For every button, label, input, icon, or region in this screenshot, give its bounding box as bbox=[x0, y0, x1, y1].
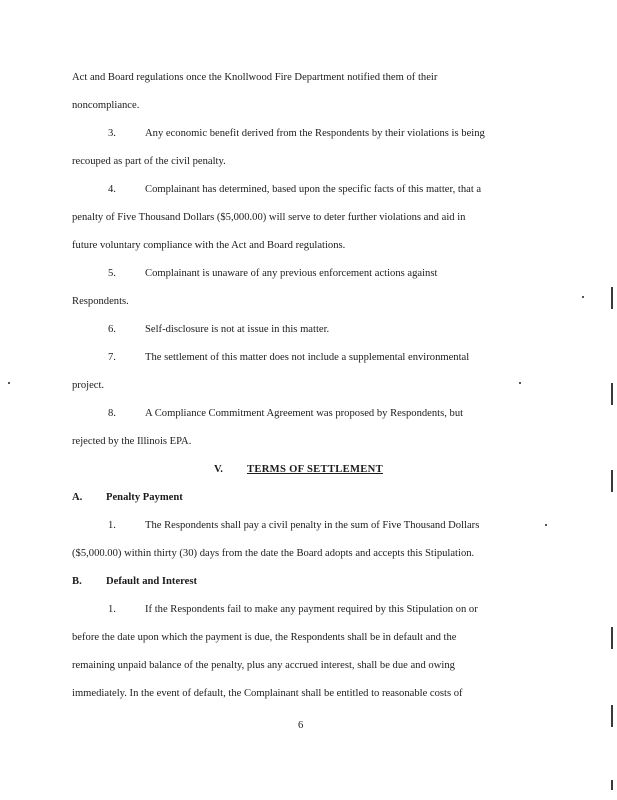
item-text: If the Respondents fail to make any payment required by this Stipulation on or bbox=[145, 604, 478, 615]
item-text: before the date upon which the payment is due, the Respondents shall be in default and the bbox=[72, 632, 457, 643]
item-text: A Compliance Commitment Agreement was proposed by Respondents, but bbox=[145, 408, 464, 419]
item-text: immediately. In the event of default, the Complainant shall be entitled to reasonable costs of bbox=[72, 688, 463, 699]
margin-revision-bar bbox=[611, 287, 613, 309]
margin-revision-bar bbox=[611, 383, 613, 405]
item-text: recouped as part of the civil penalty. bbox=[72, 156, 226, 167]
item-text: remaining unpaid balance of the penalty, plus any accrued interest, shall be due and owing bbox=[72, 660, 455, 671]
item-number: 3. bbox=[108, 128, 116, 139]
item-text: penalty of Five Thousand Dollars ($5,000.00) will serve to deter further violations and aid in bbox=[72, 212, 466, 223]
item-text: project. bbox=[72, 380, 105, 391]
item-text: Self-disclosure is not at issue in this matter. bbox=[145, 324, 330, 335]
page-number: 6 bbox=[298, 720, 304, 731]
subsection-letter: A. bbox=[72, 492, 83, 503]
margin-revision-bar bbox=[611, 780, 613, 790]
item-number: 8. bbox=[108, 408, 116, 419]
scan-speck bbox=[519, 382, 521, 384]
item-number: 1. bbox=[108, 520, 116, 531]
item-text: The Respondents shall pay a civil penalty in the sum of Five Thousand Dollars bbox=[145, 520, 480, 531]
subsection-letter: B. bbox=[72, 576, 82, 587]
subsection-title: Penalty Payment bbox=[106, 492, 183, 503]
margin-revision-bar bbox=[611, 627, 613, 649]
continuation-line: noncompliance. bbox=[72, 100, 140, 111]
item-text: ($5,000.00) within thirty (30) days from the date the Board adopts and accepts this Stipulation. bbox=[72, 548, 475, 559]
item-number: 7. bbox=[108, 352, 116, 363]
scan-speck bbox=[545, 524, 547, 526]
item-number: 5. bbox=[108, 268, 116, 279]
scan-speck bbox=[582, 296, 584, 298]
item-text: Complainant is unaware of any previous enforcement actions against bbox=[145, 268, 438, 279]
section-title: TERMS OF SETTLEMENT bbox=[247, 464, 383, 475]
item-text: future voluntary compliance with the Act and Board regulations. bbox=[72, 240, 346, 251]
margin-revision-bar bbox=[611, 705, 613, 727]
item-number: 4. bbox=[108, 184, 116, 195]
item-text: Complainant has determined, based upon the specific facts of this matter, that a bbox=[145, 184, 482, 195]
item-number: 6. bbox=[108, 324, 116, 335]
item-text: Respondents. bbox=[72, 296, 129, 307]
subsection-title: Default and Interest bbox=[106, 576, 198, 587]
item-text: rejected by the Illinois EPA. bbox=[72, 436, 192, 447]
continuation-line: Act and Board regulations once the Knollwood Fire Department notified them of their bbox=[72, 72, 438, 83]
item-text: The settlement of this matter does not include a supplemental environmental bbox=[145, 352, 470, 363]
item-text: Any economic benefit derived from the Respondents by their violations is being bbox=[145, 128, 485, 139]
section-number: V. bbox=[214, 464, 223, 475]
margin-revision-bar bbox=[611, 470, 613, 492]
item-number: 1. bbox=[108, 604, 116, 615]
scan-speck bbox=[8, 382, 10, 384]
